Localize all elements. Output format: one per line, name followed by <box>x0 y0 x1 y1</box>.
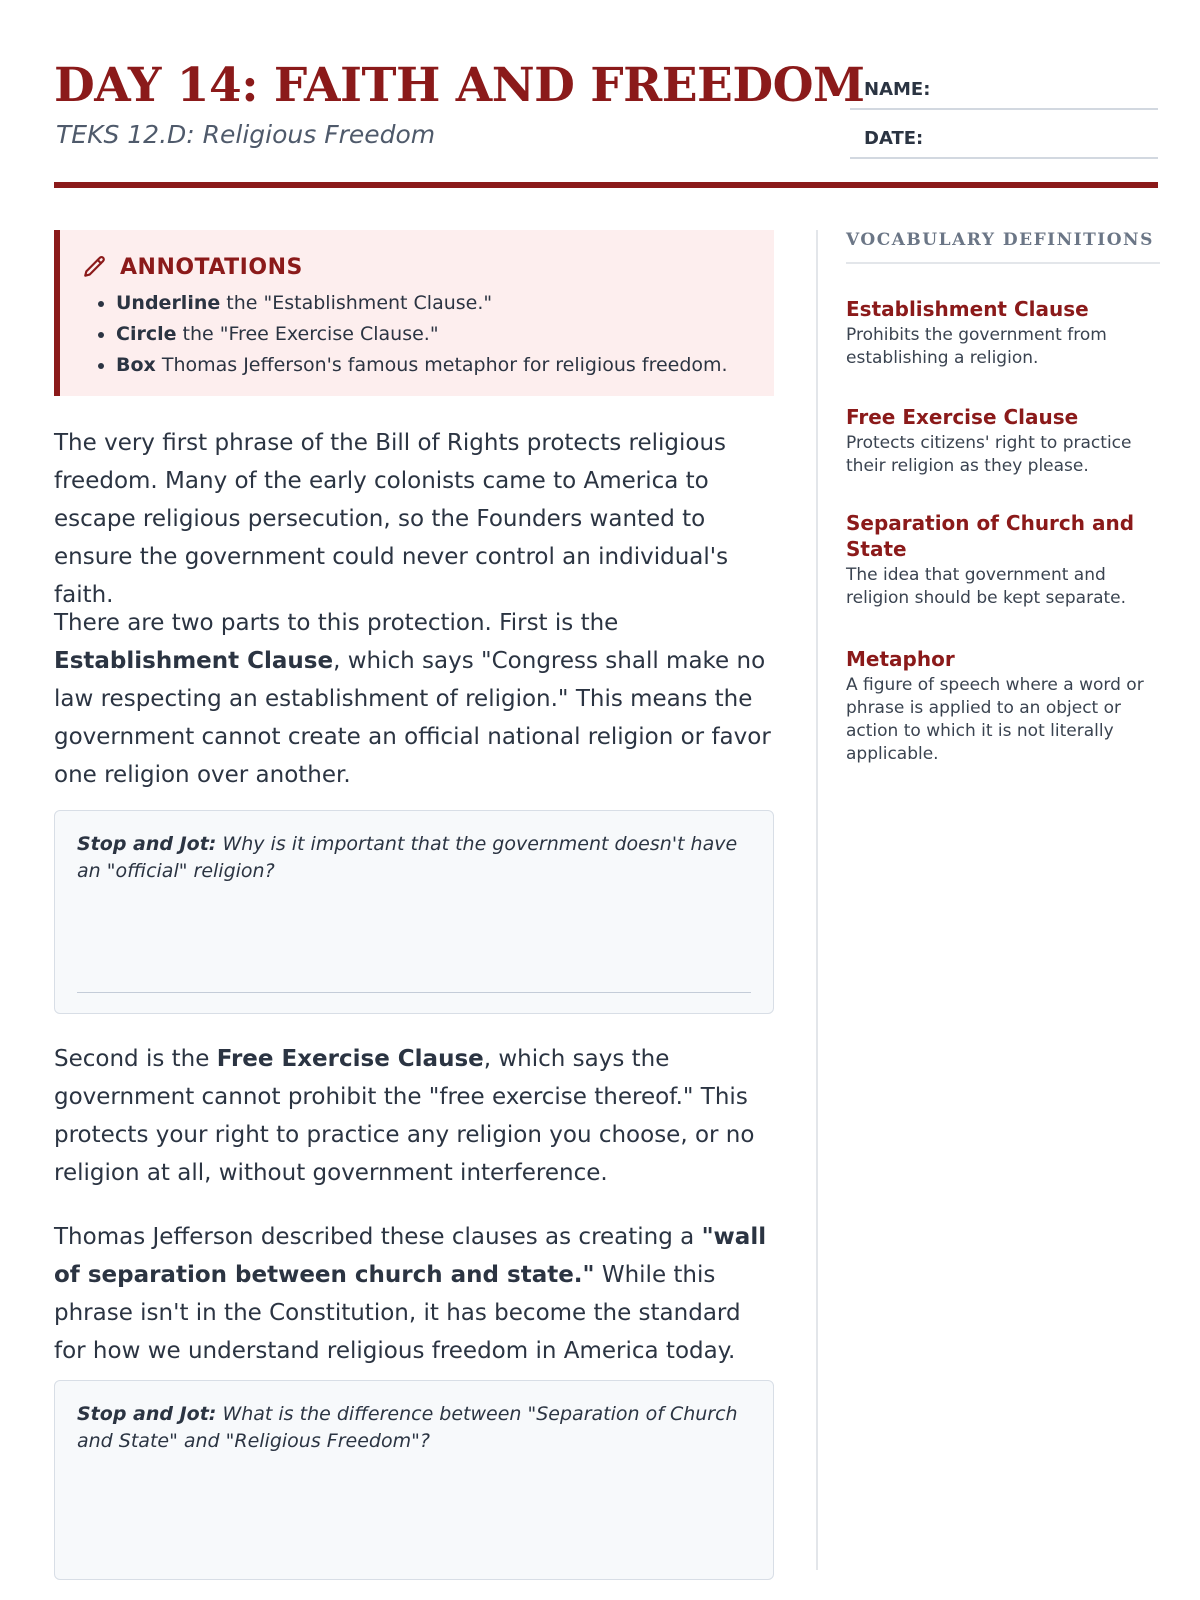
free-exercise-clause-term: Free Exercise Clause <box>216 1046 484 1072</box>
vocab-entry <box>846 510 1146 610</box>
annotations-list <box>88 288 766 381</box>
vocab-term: Metaphor <box>846 647 955 671</box>
header-divider <box>54 182 1158 188</box>
annotation-text: the "Free Exercise Clause." <box>176 323 439 345</box>
vocabulary-heading: VOCABULARY DEFINITIONS <box>846 230 1160 264</box>
paragraph-intro: The very first phrase of the Bill of Rights protects religious freedom. Many of the early colonists came to America to escape religious persecution, so the Founders wanted to ensure the government could never control an individual's faith. <box>54 430 729 608</box>
vocab-term: Establishment Clause <box>846 297 1089 321</box>
vocab-definition: The idea that government and religion should be kept separate. <box>846 565 1127 608</box>
vocab-entry <box>846 296 1146 370</box>
jot-question <box>77 1401 753 1455</box>
paragraph-establishment <box>54 604 774 794</box>
paragraph-free-exercise <box>54 1040 774 1192</box>
list-item <box>116 350 766 381</box>
main-column <box>54 230 774 1452</box>
wall-of-separation-quote: "wall of separation between church and state." <box>54 1224 767 1288</box>
text-span: There are two parts to this protection. First is the <box>54 610 619 636</box>
vocabulary-sidebar <box>816 230 1160 1570</box>
text-span: While this phrase isn't in the Constitution, it has become the standard for how we understand religious freedom in America today. <box>54 1262 741 1364</box>
name-field[interactable] <box>850 64 1158 110</box>
answer-line[interactable] <box>77 992 751 993</box>
annotations-box <box>54 230 774 396</box>
text-span: , which says "Congress shall make no law respecting an establishment of religion." This means the government cannot create an official national religion or favor one religion over another. <box>54 648 771 788</box>
establishment-clause-term: Establishment Clause <box>54 648 334 674</box>
vocab-term: Separation of Church and State <box>846 511 1135 561</box>
vocab-definition: A figure of speech where a word or phrase is applied to an object or action to which it is not literally applicable. <box>846 675 1144 764</box>
paragraph-jefferson <box>54 1218 774 1370</box>
stop-and-jot-box[interactable] <box>54 1380 774 1580</box>
annotations-header <box>82 252 303 282</box>
vocab-definition: Protects citizens' right to practice their religion as they please. <box>846 433 1132 476</box>
pencil-icon <box>82 254 108 280</box>
annotation-text: the "Establishment Clause." <box>220 292 493 314</box>
jot-label: Stop and Jot: <box>77 833 217 855</box>
text-span: , which says the government cannot prohibit the "free exercise thereof." This protects your right to practice any religion you choose, or no religion at all, without government interference. <box>54 1046 755 1186</box>
date-label: DATE: <box>864 128 924 149</box>
annotation-verb: Underline <box>116 292 221 314</box>
annotations-heading: ANNOTATIONS <box>120 254 303 280</box>
jot-label: Stop and Jot: <box>77 1403 217 1425</box>
vocab-entry <box>846 404 1146 478</box>
jot-question-text: Why is it important that the government doesn't have an "official" religion? <box>77 833 738 882</box>
stop-and-jot-box[interactable] <box>54 810 774 1014</box>
text-span: Thomas Jefferson described these clauses as creating a <box>54 1224 702 1250</box>
name-label: NAME: <box>864 79 931 100</box>
worksheet-header <box>54 56 1158 188</box>
vocab-definition: Prohibits the government from establishing a religion. <box>846 325 1107 368</box>
annotation-verb: Circle <box>116 323 177 345</box>
jot-question <box>77 831 753 885</box>
annotation-verb: Box <box>116 354 156 376</box>
page-title: DAY 14: FAITH AND FREEDOM <box>54 58 865 113</box>
annotation-text: Thomas Jefferson's famous metaphor for religious freedom. <box>155 354 728 376</box>
list-item <box>116 288 766 319</box>
page-subtitle: TEKS 12.D: Religious Freedom <box>56 120 436 149</box>
vocab-entry <box>846 646 1146 766</box>
list-item <box>116 319 766 350</box>
vocab-term: Free Exercise Clause <box>846 405 1079 429</box>
date-field[interactable] <box>850 113 1158 159</box>
text-span: Second is the <box>54 1046 217 1072</box>
jot-question-text: What is the difference between "Separation of Church and State" and "Religious Freedom"? <box>77 1403 738 1452</box>
